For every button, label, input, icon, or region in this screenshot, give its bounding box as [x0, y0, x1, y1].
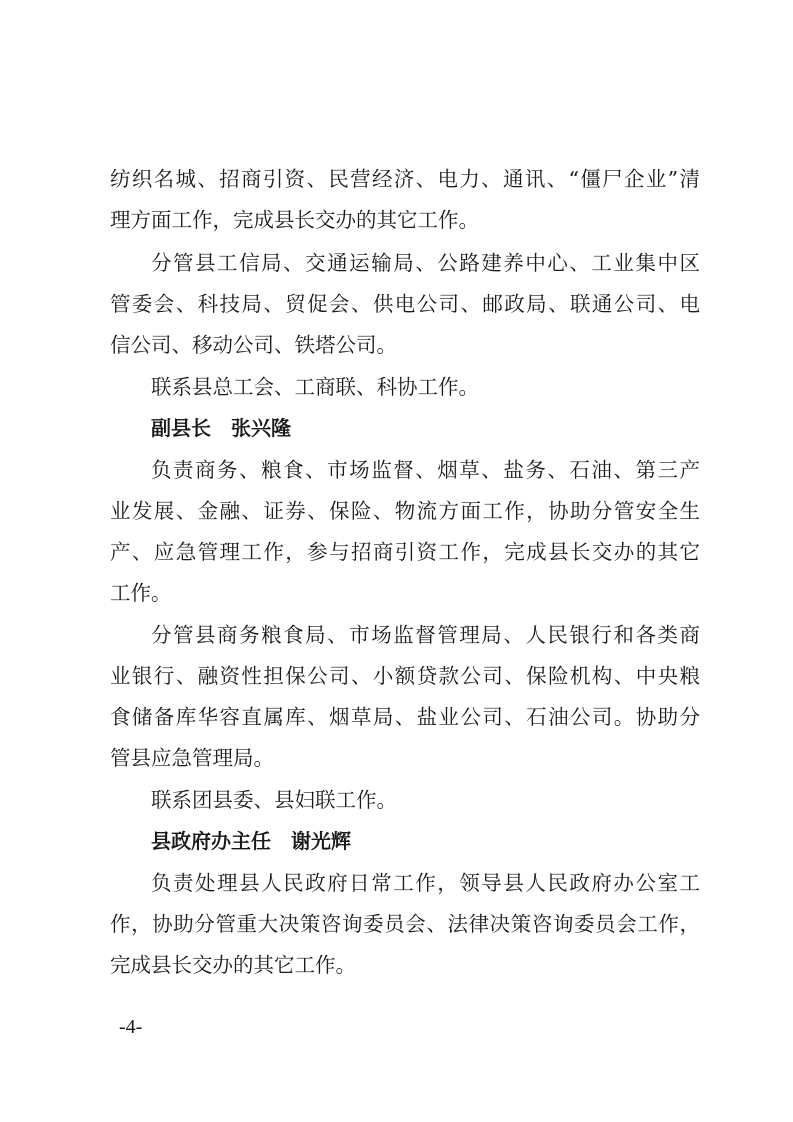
section-heading-office-director: 县政府办主任 谢光辉 [151, 829, 351, 853]
paragraph-1-line-2: 理方面工作，完成县长交办的其它工作。 [110, 208, 479, 232]
paragraph-2-line-3: 信公司、移动公司、铁塔公司。 [110, 333, 397, 357]
paragraph-5-line-1: 分管县商务粮食局、市场监督管理局、人民银行和各类商 [151, 623, 700, 647]
paragraph-2-line-2: 管委会、科技局、贸促会、供电公司、邮政局、联通公司、电 [110, 292, 700, 316]
paragraph-4-line-3: 产、应急管理工作，参与招商引资工作，完成县长交办的其它 [110, 540, 700, 564]
paragraph-7-line-3: 完成县长交办的其它工作。 [110, 953, 356, 977]
page-number: -4- [119, 1016, 143, 1038]
paragraph-6-line-1: 联系团县委、县妇联工作。 [151, 788, 397, 812]
paragraph-7-line-1: 负责处理县人民政府日常工作，领导县人民政府办公室工 [151, 871, 700, 895]
paragraph-3-line-1: 联系县总工会、工商联、科协工作。 [151, 375, 479, 399]
paragraph-7-line-2: 作，协助分管重大决策咨询委员会、法律决策咨询委员会工作， [110, 912, 700, 936]
section-heading-vice-county-head: 副县长 张兴隆 [151, 416, 291, 440]
paragraph-5-line-2: 业银行、融资性担保公司、小额贷款公司、保险机构、中央粮 [110, 664, 700, 688]
paragraph-1-line-1: 纺织名城、招商引资、民营经济、电力、通讯、“僵尸企业”清 [110, 167, 700, 191]
paragraph-4-line-4: 工作。 [110, 581, 172, 605]
paragraph-5-line-4: 管县应急管理局。 [110, 746, 274, 770]
paragraph-4-line-2: 业发展、金融、证券、保险、物流方面工作，协助分管安全生 [110, 499, 700, 523]
paragraph-2-line-1: 分管县工信局、交通运输局、公路建养中心、工业集中区 [151, 251, 700, 275]
paragraph-4-line-1: 负责商务、粮食、市场监督、烟草、盐务、石油、第三产 [151, 458, 700, 482]
paragraph-5-line-3: 食储备库华容直属库、烟草局、盐业公司、石油公司。协助分 [110, 705, 700, 729]
